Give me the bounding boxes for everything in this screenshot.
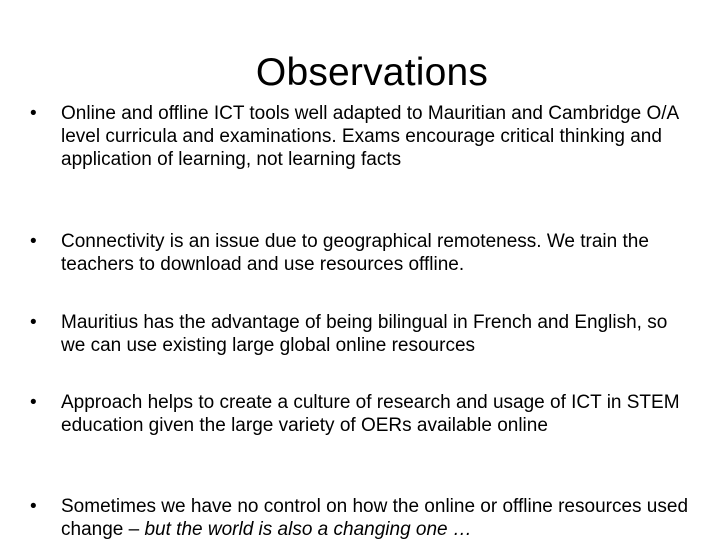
bullet-item bbox=[30, 311, 690, 357]
bullet-item bbox=[30, 391, 690, 437]
slide-title: Observations bbox=[255, 51, 489, 94]
bullet-dot-icon: • bbox=[30, 392, 37, 413]
bullet-text-italic: but the world is also a changing one … bbox=[144, 519, 472, 540]
bullet-item bbox=[30, 102, 690, 171]
bullet-dot-icon: • bbox=[30, 103, 37, 124]
bullet-text: Approach helps to create a culture of research and usage of ICT in STEM education given the large variety of OERs available online bbox=[61, 392, 680, 436]
bullet-dot-icon: • bbox=[30, 496, 37, 517]
bullet-text: Online and offline ICT tools well adapted to Mauritian and Cambridge O/A level curricula and examinations. Exams encourage critical thinking and application of learning, not learning facts bbox=[61, 103, 679, 170]
bullet-text bbox=[61, 495, 691, 541]
bullet-text-regular: Sometimes we have no control on how the online or offline resources used change – bbox=[61, 496, 689, 540]
bullet-item bbox=[30, 230, 690, 276]
bullet-dot-icon: • bbox=[30, 312, 37, 333]
bullet-text: Connectivity is an issue due to geographical remoteness. We train the teachers to download and use resources offline. bbox=[61, 231, 649, 275]
bullet-dot-icon: • bbox=[30, 231, 37, 252]
bullet-item bbox=[30, 495, 690, 541]
bullet-text: Mauritius has the advantage of being bilingual in French and English, so we can use existing large global online resources bbox=[61, 312, 668, 356]
